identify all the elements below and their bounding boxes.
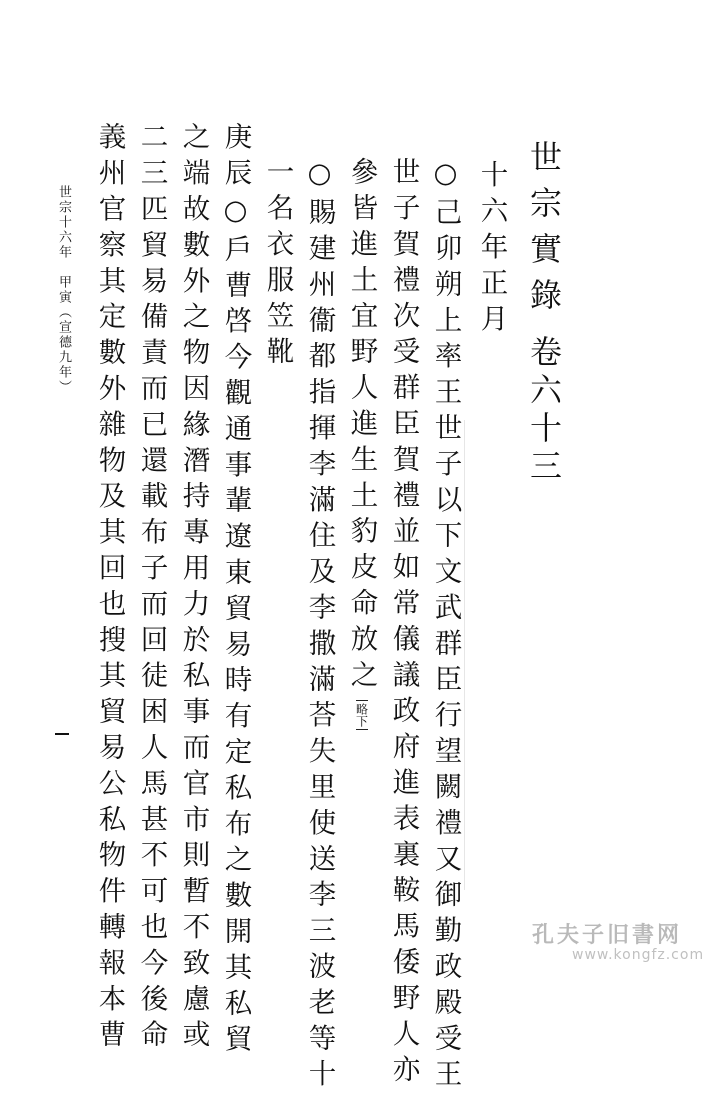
entry-heading: 十六年正月 [475, 160, 508, 340]
text-column-3-body: 參皆進土宜野人進生土豹皮命放之 [345, 157, 378, 696]
text-column-9: 義州官察其定數外雜物及其回也搜其貿易公私物件轉報本曹 [93, 122, 126, 1056]
text-column-4: ○賜建州衞都指揮李滿住及李撒滿荅失里使送李三波老等十 [303, 157, 336, 1095]
gutter-line [464, 420, 465, 890]
side-margin-label: 世宗十六年 甲寅（宣德九年） [56, 185, 71, 395]
text-column-7: 之端故數外之物因緣潛持專用力於私事而官市則暫不致慮或 [177, 122, 210, 1056]
watermark-url: www.kongfz.com [572, 947, 705, 963]
text-column-3 [345, 157, 378, 730]
watermark-logo: 孔夫子旧書网 [532, 923, 683, 948]
page-number [55, 733, 69, 735]
inline-note: 略下 [356, 700, 368, 730]
volume-title: 卷六十三 [525, 335, 563, 487]
text-column-6: 庚辰○戶曹啓今觀通事輩遼東貿易時有定私布之數開其私貿 [219, 122, 252, 1060]
text-column-2: 世子賀禮次受群臣賀禮並如常儀議政府進表裏鞍馬倭野人亦 [387, 157, 420, 1091]
text-column-5: 一名衣服笠靴 [261, 157, 294, 373]
book-title: 世宗實錄 [525, 140, 563, 324]
text-column-8: 二三匹貿易備責而已還載布子而回徒困人馬甚不可也今後命 [135, 122, 168, 1056]
text-column-1: ○己卯朔上率王世子以下文武群臣行望闕禮又御勤政殿受王 [429, 157, 462, 1095]
